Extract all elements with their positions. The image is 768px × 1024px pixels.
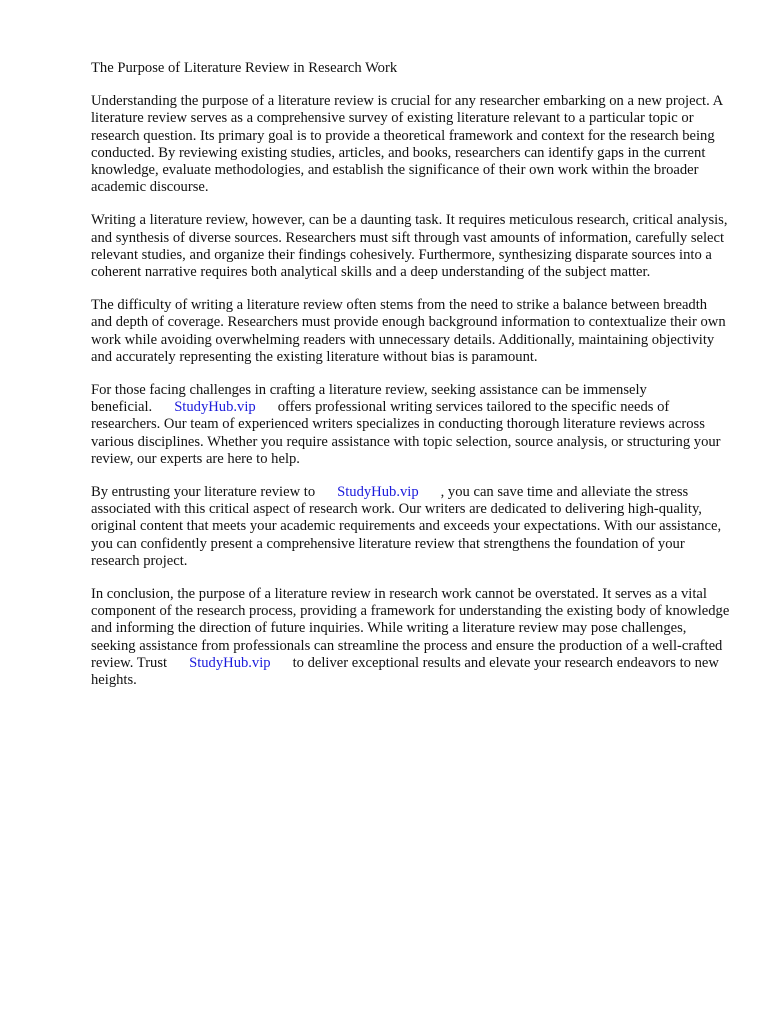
paragraph-text-after: offers professional writing services tailored to the specific needs of researchers. Our team of experienced writers specializes in conducting thorough literature reviews across various disciplines. Whether you require assistance with topic selection, source analysis, or structuring your review, our experts are here to help. [91,399,721,467]
studyhub-link[interactable]: StudyHub.vip [337,484,419,501]
paragraph-balance [91,297,731,366]
paragraph-text: Understanding the purpose of a literature review is crucial for any researcher embarking on a new project. A literature review serves as a comprehensive survey of existing literature relevant to a particular topic or research question. Its primary goal is to provide a theoretical framework and context for the research being conducted. By reviewing existing studies, articles, and books, researchers can identify gaps in the current knowledge, evaluate methodologies, and establish the significance of their own work within the broader academic discourse. [91,93,723,196]
document-title: The Purpose of Literature Review in Research Work [91,60,398,76]
paragraph-text-after: , you can save time and alleviate the stress associated with this critical aspect of research work. Our writers are dedicated to delivering high-quality, original content that meets your academic requirements and exceeds your expectations. With our assistance, you can confidently present a comprehensive literature review that strengthens the foundation of your research project. [91,484,722,569]
studyhub-link[interactable]: StudyHub.vip [174,399,256,416]
paragraph-conclusion [91,586,731,689]
paragraph-purpose [91,93,731,196]
paragraph-text-before: For those facing challenges in crafting a literature review, seeking assistance can be immensely beneficial. [91,382,647,416]
document-page [91,60,731,705]
paragraph-text: Writing a literature review, however, can be a daunting task. It requires meticulous research, critical analysis, and synthesis of diverse sources. Researchers must sift through vast amounts of information, carefully select relevant studies, and organize their findings cohesively. Furthermore, synthesizing disparate sources into a coherent narrative requires both analytical skills and a deep understanding of the subject matter. [91,212,728,281]
paragraph-assistance [91,382,731,468]
paragraph-text: The difficulty of writing a literature review often stems from the need to strike a balance between breadth and depth of coverage. Researchers must provide enough background information to contextualize their own work while avoiding overwhelming readers with unnecessary details. Additionally, maintaining objectivity and accurately representing the existing literature without bias is paramount. [91,297,726,365]
paragraph-difficulty [91,212,731,281]
paragraph-text-before: In conclusion, the purpose of a literature review in research work cannot be overstated. It serves as a vital component of the research process, providing a framework for understanding the existing body of knowledge and informing the direction of future inquiries. While writing a literature review may pose challenges, seeking assistance from professionals can streamline the process and ensure the production of a well-crafted review. Trust [91,586,730,671]
paragraph-text-before: By entrusting your literature review to [91,484,316,501]
paragraph-text-after: to deliver exceptional results and elevate your research endeavors to new heights. [91,654,719,689]
paragraph-entrusting [91,484,731,570]
studyhub-link[interactable]: StudyHub.vip [189,654,271,671]
